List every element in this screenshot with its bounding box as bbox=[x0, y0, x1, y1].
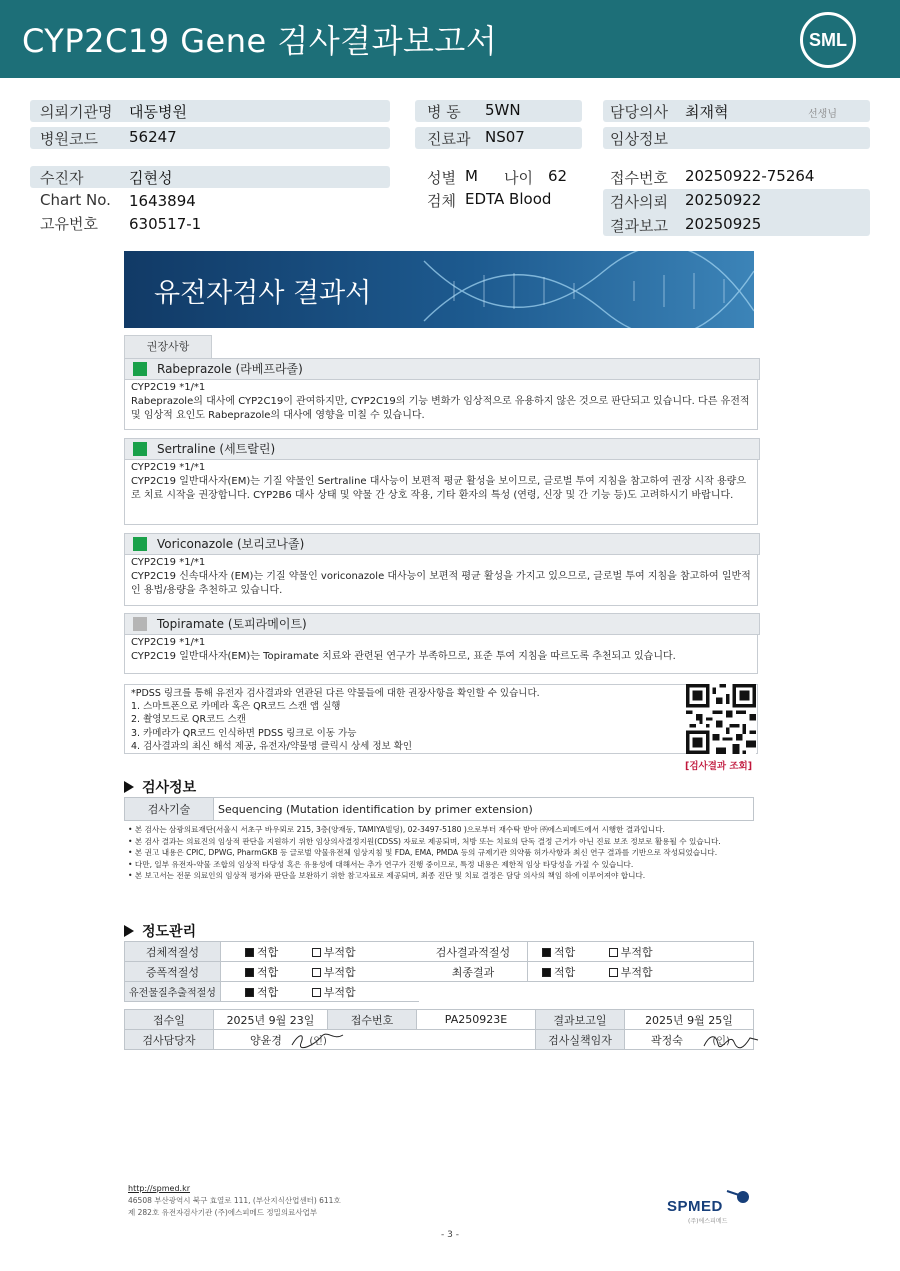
qc-label: 유전물질추출적절성 bbox=[125, 982, 221, 1002]
qc-table bbox=[124, 941, 754, 1002]
tester-label: 검사담당자 bbox=[125, 1030, 214, 1050]
drug-header-topiramate bbox=[124, 613, 760, 635]
age-label: 나이 bbox=[504, 169, 533, 187]
tester-signature-icon bbox=[287, 1031, 347, 1049]
recommend-tab: 권장사항 bbox=[124, 335, 212, 358]
accession-value: PA250923E bbox=[417, 1010, 536, 1030]
triangle-bullet-icon bbox=[124, 925, 134, 937]
drug-body-rabeprazole bbox=[124, 379, 758, 430]
checkbox-empty-icon bbox=[312, 988, 321, 997]
report-header bbox=[0, 0, 900, 78]
drug-name: Rabeprazole (라베프라졸) bbox=[157, 362, 303, 376]
qc-label2: 검사결과적절성 bbox=[419, 942, 528, 962]
pdss-line: 2. 촬영모드로 QR코드 스캔 bbox=[131, 714, 246, 726]
checkbox-checked-icon bbox=[542, 968, 551, 977]
result-banner bbox=[124, 251, 754, 328]
checkbox-empty-icon bbox=[312, 948, 321, 957]
uid-label: 고유번호 bbox=[40, 215, 98, 233]
manager-label: 검사실책임자 bbox=[536, 1030, 625, 1050]
dept-value: NS07 bbox=[485, 128, 525, 146]
qc-heading bbox=[124, 921, 196, 941]
received-label: 접수일 bbox=[125, 1010, 214, 1030]
institution-value: 대동병원 bbox=[129, 103, 187, 121]
report-date-label: 결과보고일 bbox=[536, 1010, 625, 1030]
checkbox-checked-icon bbox=[245, 968, 254, 977]
spmed-url-link[interactable]: http://spmed.kr bbox=[128, 1184, 191, 1193]
drug-header-sertraline bbox=[124, 438, 760, 460]
accession-label: 접수번호 bbox=[328, 1010, 417, 1030]
test-note: • 본 보고서는 전문 의료인의 임상적 평가와 판단을 보완하기 위한 참고자료로 제공되며, 최종 진단 및 치료 결정은 담당 의사의 책임 하에 이루어져야 합니다. bbox=[128, 871, 646, 881]
status-square-icon bbox=[133, 442, 147, 456]
drug-name: Sertraline (세트랄린) bbox=[157, 442, 276, 456]
drug-genotype: CYP2C19 *1/*1 bbox=[131, 557, 206, 568]
report-date-value: 2025년 9월 25일 bbox=[625, 1010, 754, 1030]
test-note: • 본 검사 결과는 의료진의 임상적 판단을 지원하기 위한 임상의사결정지원(CDSS) 자료로 제공되며, 처방 또는 치료의 단독 결정 근거가 아닌 진료 보조 정보로 활용될 수 있습니다. bbox=[128, 836, 721, 846]
status-square-icon bbox=[133, 537, 147, 551]
qc-row: 증폭적절성 적합 부적합 최종결과 적합 부적합 bbox=[125, 962, 754, 982]
signoff-table bbox=[124, 1009, 754, 1050]
banner-title: 유전자검사 결과서 bbox=[154, 278, 372, 309]
drug-header-rabeprazole bbox=[124, 358, 760, 380]
test-note: • 본 검사는 삼광의료재단(서울시 서초구 바우뫼로 215, 3층(양재동, TAMIYA빌딩), 02-3497-5180 )으로부터 재수탁 받아 ㈜에스피메드에서 시행한 결과입니다. bbox=[128, 825, 665, 834]
test-method-table bbox=[124, 797, 754, 821]
ward-label: 병 동 bbox=[427, 103, 461, 121]
drug-genotype: CYP2C19 *1/*1 bbox=[131, 462, 206, 473]
test-note: • 본 권고 내용은 CPIC, DPWG, PharmGKB 등 글로벌 약물유전체 임상지침 및 FDA, EMA, PMDA 등의 규제기관 의약품 허가사항과 최신 연구 결과를 기반으로 작성되었습니다. bbox=[128, 848, 718, 858]
dept-label: 진료과 bbox=[427, 130, 471, 148]
pdss-line: 3. 카메라가 QR코드 인식하면 PDSS 링크로 이동 가능 bbox=[131, 727, 357, 739]
qc-row: 검체적절성 적합 부적합 검사결과적절성 적합 부적합 bbox=[125, 942, 754, 962]
test-info-heading-text: 검사정보 bbox=[142, 780, 197, 796]
request-value: 20250922 bbox=[685, 191, 762, 209]
test-info-heading bbox=[124, 777, 196, 797]
method-label: 검사기술 bbox=[125, 798, 214, 821]
qc-label2: 최종결과 bbox=[419, 962, 528, 982]
received-value: 2025년 9월 23일 bbox=[214, 1010, 328, 1030]
tester-seal: (인) bbox=[309, 1035, 327, 1047]
checkbox-empty-icon bbox=[312, 968, 321, 977]
drug-name: Topiramate (토피라메이트) bbox=[157, 617, 307, 631]
footer-registration: 제 282호 유전자검사기관 (주)에스피메드 정밀의료사업부 bbox=[128, 1208, 318, 1217]
result-lookup-link[interactable]: [검사결과 조회] bbox=[685, 761, 753, 772]
patient-value: 김현성 bbox=[129, 169, 173, 187]
chart-value: 1643894 bbox=[129, 192, 196, 210]
sml-logo: SML bbox=[800, 12, 856, 68]
accession-value: 20250922-75264 bbox=[685, 167, 815, 185]
chart-label: Chart No. bbox=[40, 191, 111, 209]
qr-code-icon[interactable] bbox=[685, 684, 757, 754]
triangle-bullet-icon bbox=[124, 781, 134, 793]
report-title: CYP2C19 Gene 검사결과보고서 bbox=[22, 22, 498, 60]
checkbox-checked-icon bbox=[542, 948, 551, 957]
drug-body-sertraline bbox=[124, 459, 758, 525]
drug-text: CYP2C19 일반대사자(EM)는 기질 약물인 Sertraline 대사능이 보편적 평균 활성을 보이므로, 글로벌 투여 지침을 참고하여 권장 시작 용량으로 치료 시작을 권장합니다. CYP2B6 대사 상태 및 약물 간 상호 작용, 기타 환자의 특성 (연령, 신장 및 간 기능 등)도 고려하시기 바랍니다. bbox=[131, 476, 746, 501]
sex-label: 성별 bbox=[427, 169, 456, 187]
page-number: - 3 - bbox=[441, 1230, 459, 1240]
specimen-label: 검체 bbox=[427, 192, 456, 210]
hospital-code-label: 병원코드 bbox=[40, 130, 98, 148]
pdss-info-box bbox=[124, 684, 758, 754]
pdss-line: *PDSS 링크를 통해 유전자 검사결과와 연관된 다른 약물들에 대한 권장사항을 확인할 수 있습니다. bbox=[131, 688, 540, 699]
manager-signature-icon bbox=[700, 1030, 760, 1050]
checkbox-empty-icon bbox=[609, 948, 618, 957]
spmed-logo-subtitle: (주)에스피메드 bbox=[688, 1218, 728, 1225]
drug-genotype: CYP2C19 *1/*1 bbox=[131, 637, 206, 648]
checkbox-empty-icon bbox=[609, 968, 618, 977]
doctor-suffix: 선생님 bbox=[808, 109, 837, 120]
drug-text: CYP2C19 신속대사자 (EM)는 기질 약물인 voriconazole 대사능이 보편적 평균 활성을 가지고 있으므로, 글로벌 투여 지침을 참고하여 일반적인 용법/용량을 추천하고 있습니다. bbox=[131, 571, 751, 596]
footer-info bbox=[128, 1183, 341, 1219]
status-square-icon bbox=[133, 362, 147, 376]
report-label: 결과보고 bbox=[610, 217, 668, 235]
spmed-logo: SPMED bbox=[667, 1198, 723, 1215]
drug-name: Voriconazole (보리코나졸) bbox=[157, 537, 305, 551]
drug-genotype: CYP2C19 *1/*1 bbox=[131, 382, 206, 393]
drug-body-topiramate bbox=[124, 634, 758, 674]
drug-text: CYP2C19 일반대사자(EM)는 Topiramate 치료와 관련된 연구가 부족하므로, 표준 투여 지침을 따르도록 추천되고 있습니다. bbox=[131, 651, 676, 662]
qc-label: 증폭적절성 bbox=[125, 962, 221, 982]
drug-text: Rabeprazole의 대사에 CYP2C19이 관여하지만, CYP2C19의 기능 변화가 임상적으로 유용하지 않은 것으로 판단되고 있습니다. 다른 유전적 및 임상적 요인도 Rabeprazole의 대사에 영향을 미칠 수 있습니다. bbox=[131, 396, 750, 421]
tester-name: 양윤경 bbox=[250, 1033, 282, 1047]
pdss-line: 4. 검사결과의 최신 해석 제공, 유전자/약물명 클릭시 상세 정보 확인 bbox=[131, 740, 413, 752]
manager-seal: (인) bbox=[712, 1035, 730, 1047]
qc-heading-text: 정도관리 bbox=[142, 924, 197, 940]
request-label: 검사의뢰 bbox=[610, 193, 668, 211]
test-notes bbox=[128, 824, 754, 882]
uid-value: 630517-1 bbox=[129, 215, 202, 233]
ward-value: 5WN bbox=[485, 101, 521, 119]
doctor-label: 담당의사 bbox=[610, 103, 668, 121]
specimen-value: EDTA Blood bbox=[465, 190, 552, 208]
patient-label: 수진자 bbox=[40, 169, 84, 187]
checkbox-checked-icon bbox=[245, 948, 254, 957]
sex-value: M bbox=[465, 167, 478, 185]
method-value: Sequencing (Mutation identification by primer extension) bbox=[214, 798, 754, 821]
clinical-label: 임상정보 bbox=[610, 130, 668, 148]
hospital-code-value: 56247 bbox=[129, 128, 177, 146]
checkbox-checked-icon bbox=[245, 988, 254, 997]
footer-address: 46508 부산광역시 북구 효열로 111, (부산지식산업센터) 611호 bbox=[128, 1196, 341, 1205]
age-value: 62 bbox=[548, 167, 568, 185]
drug-body-voriconazole bbox=[124, 554, 758, 606]
qc-row: 유전물질추출적절성 적합 부적합 bbox=[125, 982, 754, 1002]
test-note: • 다만, 일부 유전자-약물 조합의 임상적 타당성 혹은 유용성에 대해서는 추가 연구가 진행 중이므로, 특정 내용은 제한적 임상 타당성을 가질 수 있습니다. bbox=[128, 859, 634, 869]
qc-label: 검체적절성 bbox=[125, 942, 221, 962]
report-value: 20250925 bbox=[685, 215, 762, 233]
doctor-value: 최재혁 bbox=[685, 103, 729, 121]
spmed-logo-mark-icon bbox=[725, 1185, 751, 1205]
patient-row bbox=[30, 166, 390, 188]
manager-name: 곽정숙 bbox=[651, 1033, 683, 1047]
pdss-line: 1. 스마트폰으로 카메라 혹은 QR코드 스캔 앱 실행 bbox=[131, 701, 341, 713]
drug-header-voriconazole bbox=[124, 533, 760, 555]
accession-label: 접수번호 bbox=[610, 169, 668, 187]
status-square-icon bbox=[133, 617, 147, 631]
institution-label: 의뢰기관명 bbox=[40, 103, 113, 121]
